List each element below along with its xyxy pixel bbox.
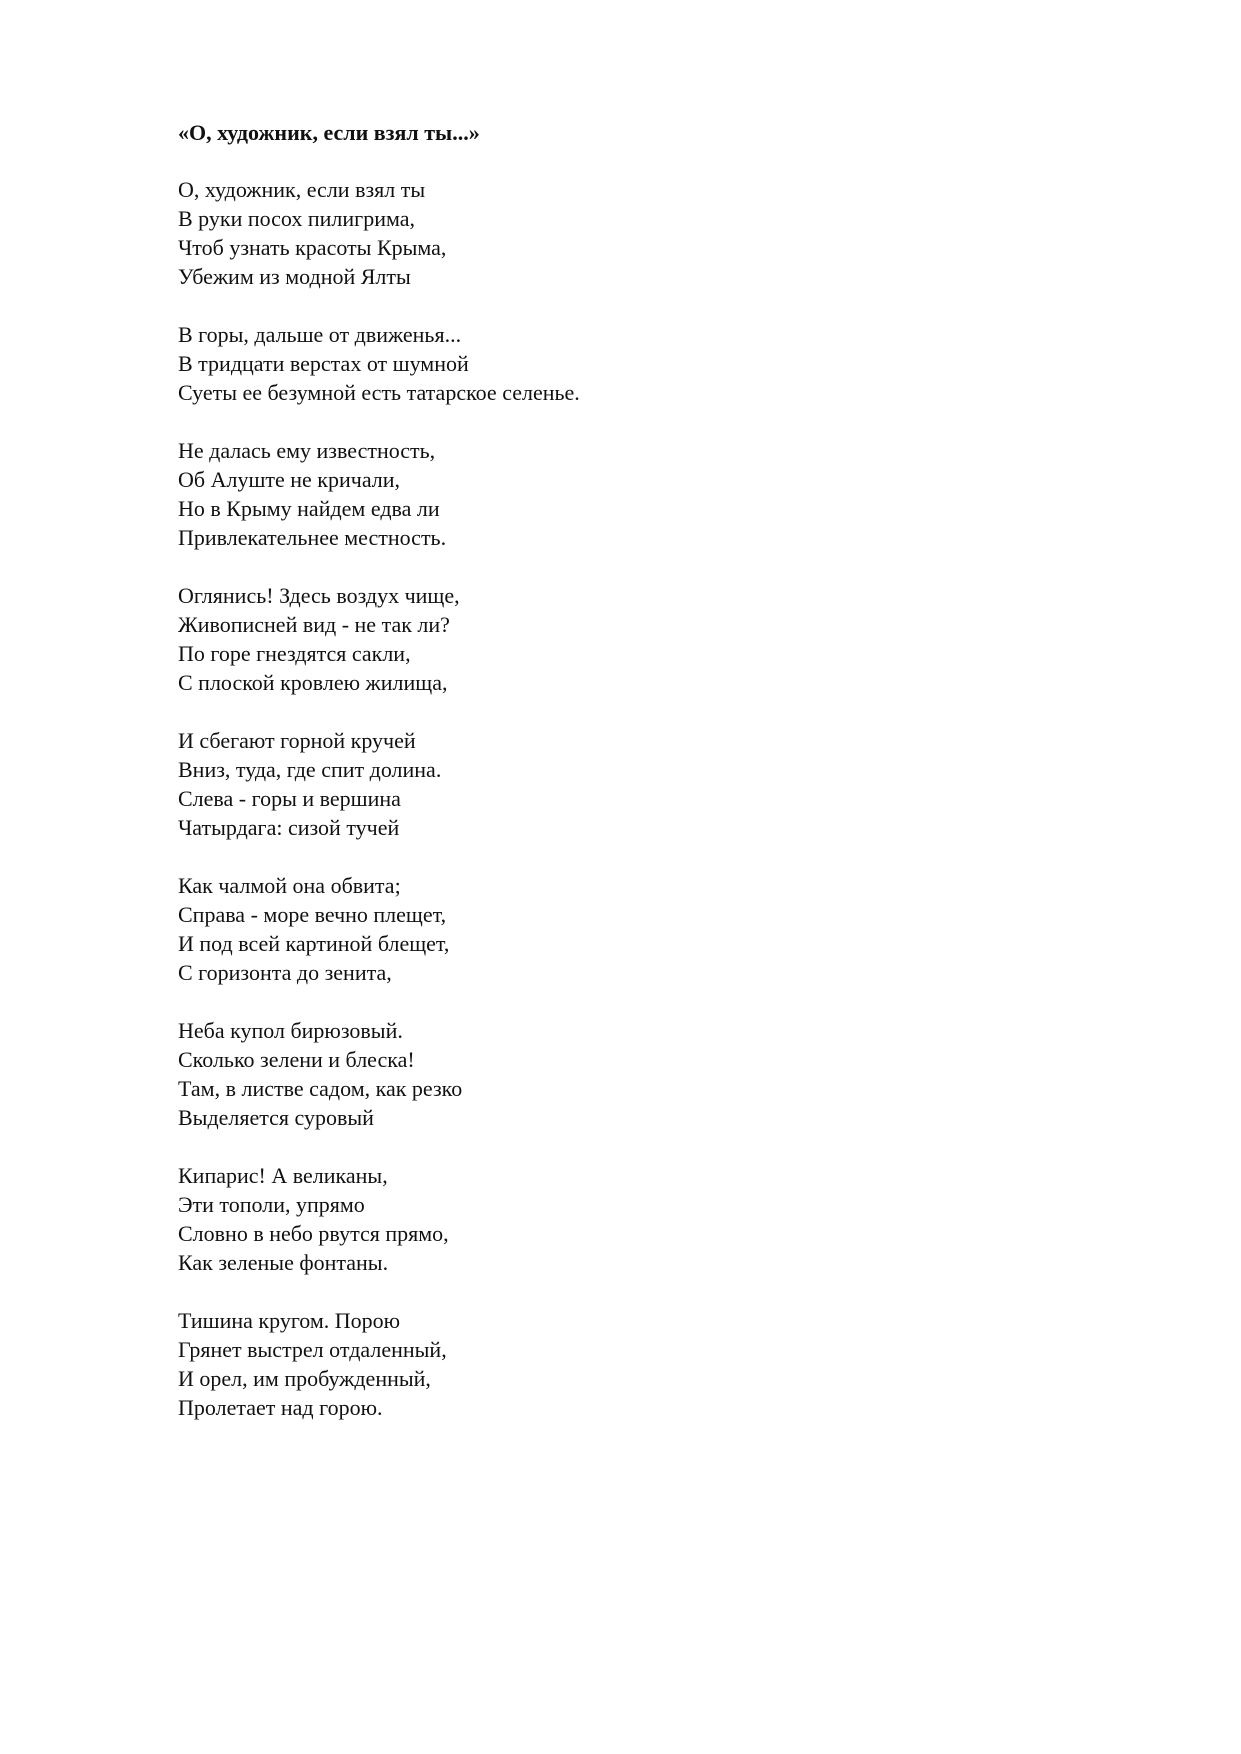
poem-line: В горы, дальше от движенья... bbox=[178, 322, 462, 347]
stanza-1 bbox=[178, 175, 1078, 291]
poem-line: Чатырдага: сизой тучей bbox=[178, 815, 400, 840]
stanza-3 bbox=[178, 436, 1078, 552]
poem-line: Выделяется суровый bbox=[178, 1105, 374, 1130]
poem-line: В руки посох пилигрима, bbox=[178, 206, 416, 231]
poem-line: Грянет выстрел отдаленный, bbox=[178, 1337, 447, 1362]
poem-line: В тридцати верстах от шумной bbox=[178, 351, 469, 376]
poem-line: Не далась ему известность, bbox=[178, 438, 436, 463]
poem-line: Об Алуште не кричали, bbox=[178, 467, 401, 492]
stanza-6 bbox=[178, 871, 1078, 987]
poem-line: Там, в листве садом, как резко bbox=[178, 1076, 463, 1101]
poem-line: С горизонта до зенита, bbox=[178, 960, 392, 985]
poem-line: Как зеленые фонтаны. bbox=[178, 1250, 389, 1275]
poem-line: Привлекательнее местность. bbox=[178, 525, 447, 550]
poem-line: Суеты ее безумной есть татарское селенье. bbox=[178, 380, 580, 405]
poem-line: Справа - море вечно плещет, bbox=[178, 902, 447, 927]
poem bbox=[178, 118, 1078, 1451]
poem-line: Но в Крыму найдем едва ли bbox=[178, 496, 440, 521]
poem-line: По горе гнездятся сакли, bbox=[178, 641, 411, 666]
stanza-2 bbox=[178, 320, 1078, 407]
poem-title: «О, художник, если взял ты...» bbox=[178, 120, 480, 145]
stanza-9 bbox=[178, 1306, 1078, 1422]
poem-line: Кипарис! А великаны, bbox=[178, 1163, 388, 1188]
poem-line: И под всей картиной блещет, bbox=[178, 931, 450, 956]
poem-line: Слева - горы и вершина bbox=[178, 786, 401, 811]
poem-line: Оглянись! Здесь воздух чище, bbox=[178, 583, 460, 608]
poem-line: Чтоб узнать красоты Крыма, bbox=[178, 235, 447, 260]
poem-line: Неба купол бирюзовый. bbox=[178, 1018, 403, 1043]
poem-line: Пролетает над горою. bbox=[178, 1395, 383, 1420]
poem-line: Эти тополи, упрямо bbox=[178, 1192, 365, 1217]
poem-line: С плоской кровлею жилища, bbox=[178, 670, 448, 695]
poem-line: Словно в небо рвутся прямо, bbox=[178, 1221, 449, 1246]
stanza-4 bbox=[178, 581, 1078, 697]
poem-line: Сколько зелени и блеска! bbox=[178, 1047, 415, 1072]
poem-line: И сбегают горной кручей bbox=[178, 728, 416, 753]
poem-line: О, художник, если взял ты bbox=[178, 177, 426, 202]
poem-line: Живописней вид - не так ли? bbox=[178, 612, 450, 637]
poem-line: Убежим из модной Ялты bbox=[178, 264, 411, 289]
poem-line: Вниз, туда, где спит долина. bbox=[178, 757, 442, 782]
stanza-7 bbox=[178, 1016, 1078, 1132]
stanza-5 bbox=[178, 726, 1078, 842]
stanza-8 bbox=[178, 1161, 1078, 1277]
poem-line: И орел, им пробужденный, bbox=[178, 1366, 431, 1391]
poem-line: Как чалмой она обвита; bbox=[178, 873, 401, 898]
poem-line: Тишина кругом. Порою bbox=[178, 1308, 401, 1333]
